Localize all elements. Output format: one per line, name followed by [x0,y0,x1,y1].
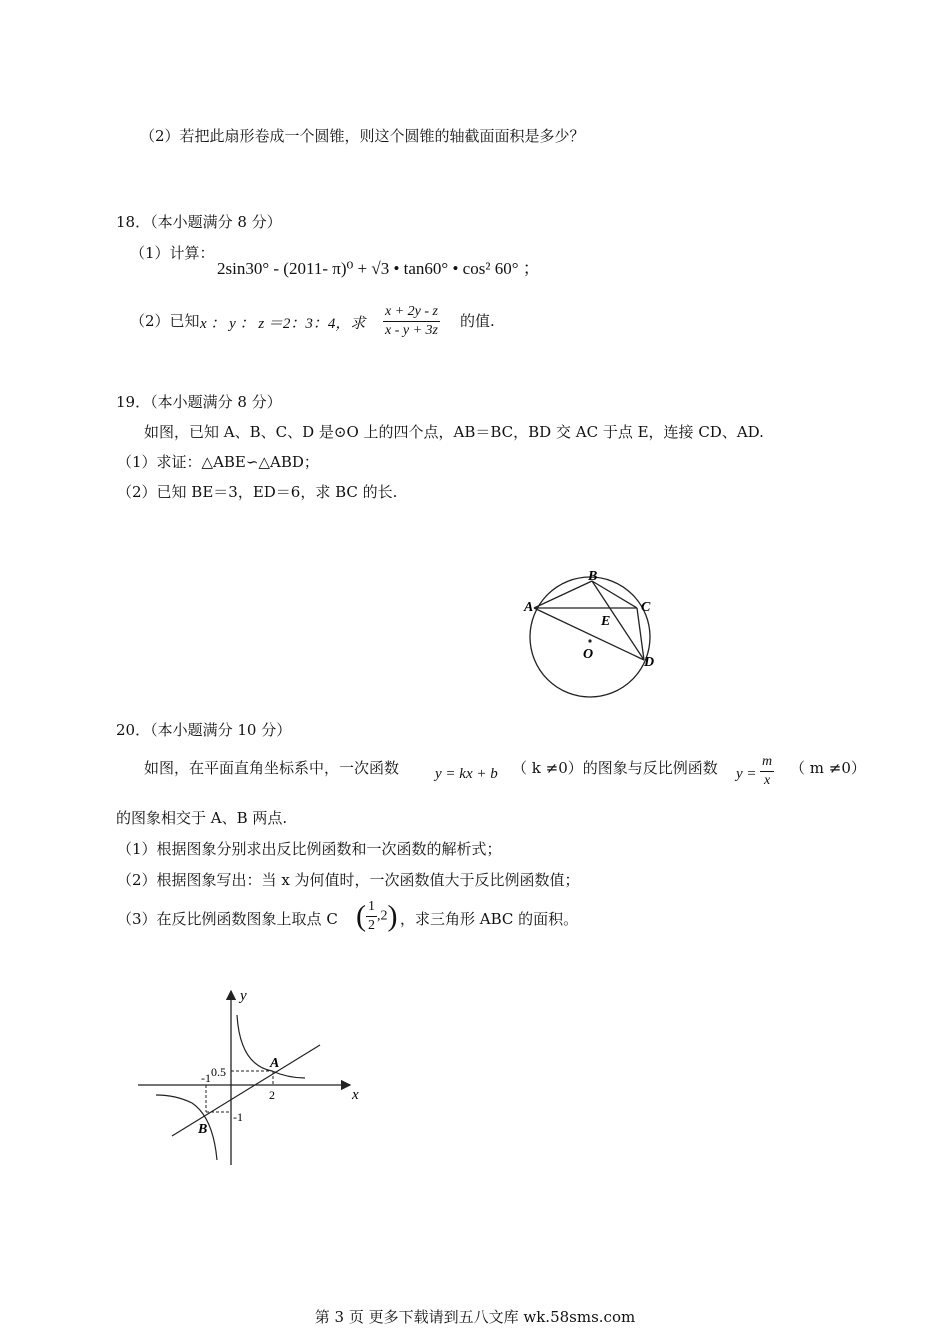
q20-point-c: ( $\frac{1}{2}$ ,2) [356,899,398,933]
q19-circle-figure [520,565,670,705]
q20-inverse-fraction [760,753,774,790]
q20-stem-a: 如图，在平面直角坐标系中，一次函数 [144,759,400,777]
label-e: E [601,614,611,629]
q18-part1-label: （1）计算： [130,244,215,262]
q20-cond2: （ m ≠0） [790,759,866,777]
q20-heading: 20．（本小题满分 10 分） [116,721,292,739]
label-d: D [644,655,655,670]
q20-graph-figure [130,985,370,1170]
center-dot [588,639,591,642]
q18-part1-expression: 2sin30° - (2011- π)⁰ + √3 • tan60° • cos² 60° ； [217,259,540,278]
q20-part3-suffix: ，求三角形 ABC 的面积。 [400,910,579,928]
circle-o [530,577,650,697]
q18-heading: 18．（本小题满分 8 分） [116,213,282,231]
q19-part1: （1）求证：△ABE∽△ABD； [117,453,319,471]
label-b: B [588,569,598,584]
q19-stem: 如图，已知 A、B、C、D 是⊙O 上的四个点，AB＝BC，BD 交 AC 于点 E，连接 CD、AD. [144,423,764,441]
label-o: O [583,647,594,662]
q20-inverse-denominator: x [763,773,771,788]
q20-linear: y = kx + b [435,766,498,782]
label-a: A [524,600,534,615]
q20-cond1: （ k ≠0）的图象与反比例函数 [512,759,718,777]
label-y-axis: y [240,988,247,1004]
tick-label-2: 2 [269,1088,275,1102]
q19-part2: （2）已知 BE＝3，ED＝6，求 BC 的长. [117,483,398,501]
q18-fraction-denominator: x - y + 3z [385,323,438,338]
q20-point-c-den: 2 [368,918,375,933]
q20-point-c-num: 1 [366,898,377,917]
q20-part3-prefix: （3）在反比例函数图象上取点 C [117,910,338,928]
q20-inverse-numerator: m [760,753,774,772]
tick-label-0-5: 0.5 [211,1065,226,1079]
page-footer: 第 3 页 更多下载请到五八文库 wk.58sms.com [314,1308,636,1326]
segment-bc [592,581,637,608]
label-c: C [641,600,651,615]
line-ab [172,1045,320,1136]
q20-inverse-y: y = [736,766,757,782]
label-point-b: B [198,1122,208,1137]
segment-ab [534,581,592,608]
tick-label-neg1-x: -1 [201,1071,211,1085]
q17-part2: （2）若把此扇形卷成一个圆锥，则这个圆锥的轴截面面积是多少？ [140,127,585,145]
q20-stem-b: 的图象相交于 A、B 两点. [116,809,288,827]
q19-heading: 19．（本小题满分 8 分） [116,393,282,411]
q20-part1: （1）根据图象分别求出反比例函数和一次函数的解析式； [117,840,502,858]
tick-label-neg1-y: -1 [233,1110,243,1124]
q18-ratio: x ： y ： z ＝2：3：4，求 [200,316,366,332]
q18-fraction [383,303,440,340]
label-x-axis: x [352,1087,359,1103]
segment-cd [637,608,644,660]
q18-part2-suffix: 的值. [460,312,495,330]
q20-point-c-y: ,2 [377,908,388,924]
q20-part2: （2）根据图象写出：当 x 为何值时，一次函数值大于反比例函数值； [117,871,580,889]
q18-part2-prefix: （2）已知 [130,312,200,330]
q18-fraction-numerator: x + 2y - z [383,303,440,322]
label-point-a: A [270,1056,280,1071]
